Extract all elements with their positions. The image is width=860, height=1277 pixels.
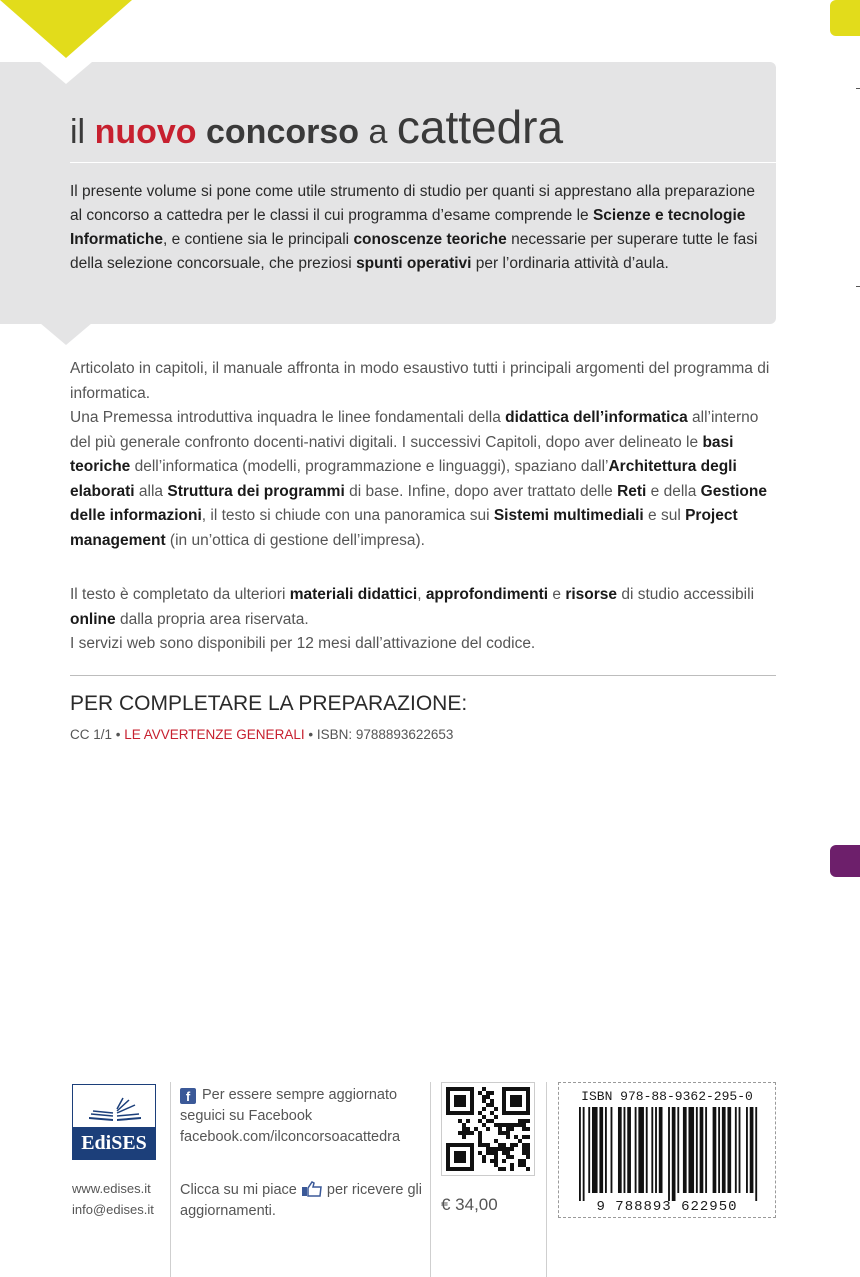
qr-code-icon bbox=[446, 1087, 530, 1171]
open-book-icon bbox=[87, 1097, 143, 1123]
page-title bbox=[70, 100, 563, 154]
footer-divider bbox=[546, 1082, 547, 1277]
preparation-heading: PER COMPLETARE LA PREPARAZIONE: bbox=[70, 692, 468, 715]
corner-triangle-decoration bbox=[0, 0, 132, 58]
footer-divider bbox=[430, 1082, 431, 1277]
description-paragraph: Articolato in capitoli, il manuale affronta in modo esaustivo tutti i principali argomenti del programma di informatica. Una Premessa introduttiva inquadra le linee fondamentali della didattica dell’informatica all’interno del più generale confronto docenti-nativi digitali. I successivi Capitoli, dopo aver delineato le basi teoriche dell’informatica (modelli, programmazione e linguaggi), spaziano dall’Architettura degli elaborati alla Struttura dei programmi di base. Infine, dopo aver trattato delle Reti e della Gestione delle informazioni, il testo si chiude con una panoramica sui Sistemi multimediali e sul Project management (in un’ottica di gestione dell’impresa). bbox=[70, 360, 770, 549]
title-word: concorso bbox=[206, 113, 360, 151]
title-divider bbox=[70, 162, 776, 163]
thumbs-up-icon bbox=[301, 1181, 323, 1197]
related-book-line: CC 1/1 • LE AVVERTENZE GENERALI • ISBN: 9788893622653 bbox=[70, 727, 454, 742]
email-link[interactable]: info@edises.it bbox=[72, 1202, 154, 1217]
isbn-digits: 9 788893 622950 bbox=[596, 1199, 738, 1215]
panel-notch-bottom bbox=[40, 323, 92, 345]
related-book-title: LE AVVERTENZE GENERALI bbox=[124, 727, 305, 742]
title-word-large: cattedra bbox=[396, 101, 564, 153]
logo-text: EdiSES bbox=[73, 1127, 155, 1159]
isbn-barcode bbox=[558, 1082, 776, 1218]
publisher-logo bbox=[72, 1084, 156, 1160]
facebook-info: f Per essere sempre aggiornato seguici su Facebook facebook.com/ilconcorsoacattedra bbox=[180, 1085, 425, 1148]
isbn-label: ISBN 978-88-9362-295-0 bbox=[581, 1089, 753, 1104]
yellow-edge-tab bbox=[830, 0, 860, 36]
facebook-link[interactable]: facebook.com/ilconcorsoacattedra bbox=[180, 1129, 401, 1145]
like-info: Clicca su mi piace per ricevere gli aggiornamenti. bbox=[180, 1182, 422, 1219]
panel-notch-top bbox=[40, 62, 92, 84]
edge-tick bbox=[856, 88, 860, 89]
section-divider bbox=[70, 675, 776, 676]
contact-links bbox=[72, 1178, 154, 1220]
footer-divider bbox=[170, 1082, 171, 1277]
website-link[interactable]: www.edises.it bbox=[72, 1181, 151, 1196]
online-resources-paragraph: Il testo è completato da ulteriori materiali didattici, approfondimenti e risorse di studio accessibili online dalla propria area riservata. I servizi web sono disponibili per 12 mesi dall’attivazione del codice. bbox=[70, 586, 755, 652]
intro-paragraph: Il presente volume si pone come utile strumento di studio per quanti si apprestano alla preparazione al concorso a cattedra per le classi il cui programma d’esame comprende le Scienze e tecnologie Informatiche, e contiene sia le principali conoscenze teoriche necessarie per superare tutte le fasi della selezione concorsuale, che preziosi spunti operativi per l’ordinaria attività d’aula. bbox=[70, 183, 758, 272]
barcode-icon bbox=[579, 1107, 759, 1201]
qr-code[interactable] bbox=[441, 1082, 535, 1176]
title-word: a bbox=[368, 113, 388, 151]
title-word-highlight: nuovo bbox=[94, 113, 197, 151]
facebook-icon: f bbox=[180, 1088, 196, 1104]
title-word: il bbox=[70, 113, 86, 151]
price: € 34,00 bbox=[441, 1195, 498, 1214]
purple-edge-tab bbox=[830, 845, 860, 877]
edge-tick bbox=[856, 286, 860, 287]
